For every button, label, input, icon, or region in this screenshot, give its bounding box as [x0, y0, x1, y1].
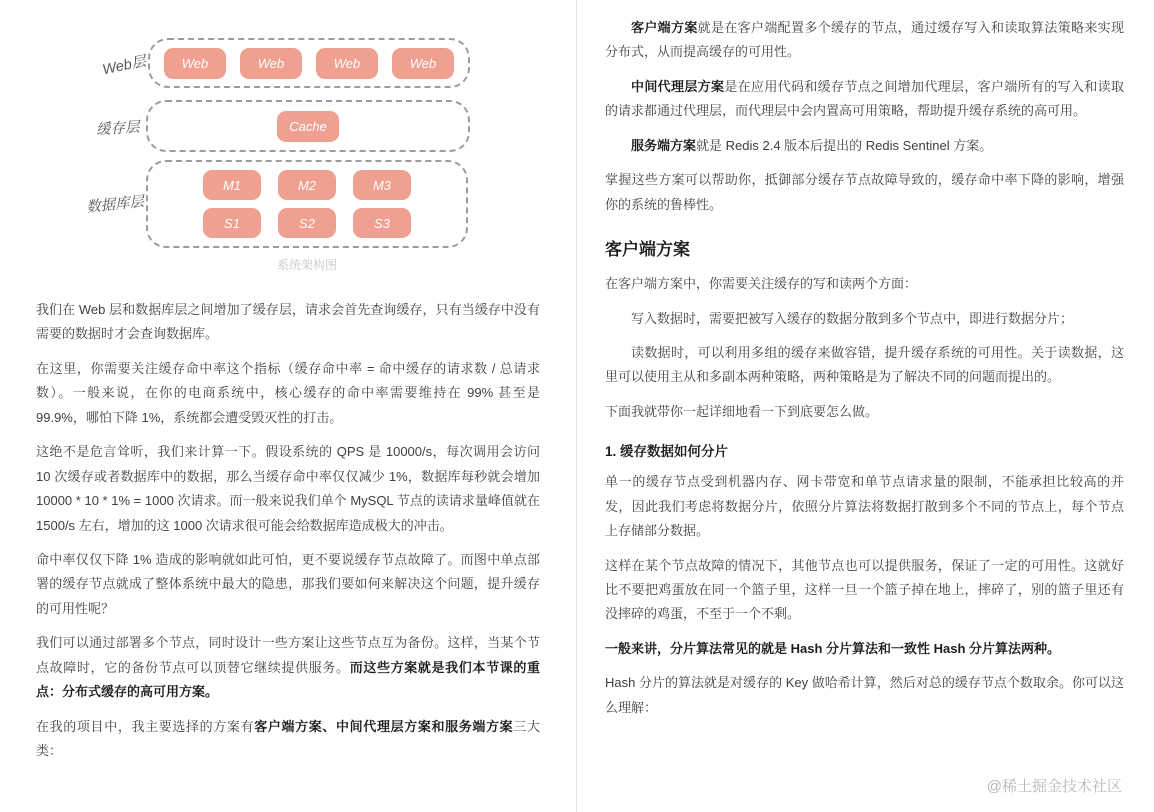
master-node-row: [203, 170, 411, 200]
web-node: Web: [240, 48, 302, 79]
paragraph-proxy-scheme: 中间代理层方案是在应用代码和缓存节点之间增加代理层，客户端所有的写入和读取的请求都通过代理层，而代理层中会内置高可用策略，帮助提升缓存系统的高可用。: [605, 78, 1124, 119]
paragraph: 单一的缓存节点受到机器内存、网卡带宽和单节点请求量的限制，不能承担比较高的并发，因此我们考虑将数据分片，依照分片算法将数据打散到多个不同的节点上，每个节点上存储部分数据。: [605, 474, 1124, 539]
list-item-read: 读数据时，可以利用多组的缓存来做容错，提升缓存系统的可用性。关于读数据，这里可以使用主从和多副本两种策略，两种策略是为了解决不同的问题而提出的。: [605, 344, 1124, 385]
slave-node-row: [203, 208, 411, 238]
section-heading-client: 客户端方案: [605, 240, 690, 260]
web-node: Web: [392, 48, 454, 79]
layer-label-database: 数据库层: [85, 194, 145, 216]
right-column: [577, 0, 1154, 812]
master-node: M1: [203, 170, 261, 200]
database-layer-box: [146, 160, 468, 248]
paragraph: 命中率仅仅下降 1% 造成的影响就如此可怕，更不要说缓存节点故障了。而图中单点部署的缓存节点就成了整体系统中最大的隐患，那我们要如何来解决这个问题，提升缓存的可用性呢？: [36, 551, 540, 616]
cache-layer-box: [146, 100, 470, 152]
paragraph: 这绝不是危言耸听，我们来计算一下。假设系统的 QPS 是 10000/s，每次调用会访问 10 次缓存或者数据库中的数据，那么当缓存命中率仅仅减少 1%，数据库每秒就会增加 10000 * 10 * 1% = 1000 次请求。而一般来说我们单个 MySQL 节点的读请求量峰值就在 1500/s 左右，增加的这 1000 次请求很可能会给数据库造成极大的冲击。: [36, 444, 540, 533]
layer-label-web: Web层: [101, 53, 148, 79]
paragraph: 这样在某个节点故障的情况下，其他节点也可以提供服务，保证了一定的可用性。这就好比不要把鸡蛋放在同一个篮子里，这样一旦一个篮子掉在地上，摔碎了，别的篮子里还有没摔碎的鸡蛋，不至于一个不剩。: [605, 557, 1124, 622]
slave-node: S2: [278, 208, 336, 238]
master-node: M2: [278, 170, 336, 200]
web-node: Web: [316, 48, 378, 79]
paragraph: 我们在 Web 层和数据库层之间增加了缓存层，请求会首先查询缓存，只有当缓存中没有需要的数据时才会查询数据库。: [36, 302, 540, 342]
web-node: Web: [164, 48, 226, 79]
paragraph: Hash 分片的算法就是对缓存的 Key 做哈希计算，然后对总的缓存节点个数取余。你可以这么理解：: [605, 675, 1124, 715]
paragraph: 我们可以通过部署多个节点，同时设计一些方案让这些节点互为备份。这样，当某个节点故障时，它的备份节点可以顶替它继续提供服务。而这些方案就是我们本节课的重点：分布式缓存的高可用方案。: [36, 635, 540, 700]
list-item-write: 写入数据时，需要把被写入缓存的数据分散到多个节点中，即进行数据分片；: [631, 310, 1074, 326]
watermark: @稀土掘金技术社区: [986, 778, 1122, 795]
paragraph-algorithms: 一般来讲，分片算法常见的就是 Hash 分片算法和一致性 Hash 分片算法两种。: [605, 640, 1061, 656]
web-layer-box: [148, 38, 470, 88]
layer-label-cache: 缓存层: [95, 119, 141, 139]
paragraph-client-scheme: 客户端方案就是在客户端配置多个缓存的节点，通过缓存写入和读取算法策略来实现分布式，从而提高缓存的可用性。: [605, 20, 1124, 60]
architecture-diagram: [36, 10, 540, 282]
paragraph-server-scheme: 服务端方案就是 Redis 2.4 版本后提出的 Redis Sentinel 方案。: [631, 137, 993, 153]
paragraph: 在客户端方案中，你需要关注缓存的写和读两个方面：: [605, 276, 918, 292]
slave-node: S3: [353, 208, 411, 238]
paragraph: 在这里，你需要关注缓存命中率这个指标（缓存命中率 = 命中缓存的请求数 / 总请求数）。一般来说，在你的电商系统中，核心缓存的命中率需要维持在 99% 甚至是 99.9%，哪怕下降 1%，系统都会遭受毁灭性的打击。: [36, 360, 540, 425]
master-node: M3: [353, 170, 411, 200]
diagram-caption: 系统架构图: [276, 258, 337, 272]
paragraph: 下面我就带你一起详细地看一下到底要怎么做。: [605, 403, 879, 419]
slave-node: S1: [203, 208, 261, 238]
subheading-sharding: 1. 缓存数据如何分片: [605, 444, 729, 460]
cache-node: Cache: [277, 111, 339, 142]
paragraph: 在我的项目中，我主要选择的方案有客户端方案、中间代理层方案和服务端方案三大类：: [36, 718, 540, 758]
paragraph: 掌握这些方案可以帮助你，抵御部分缓存节点故障导致的，缓存命中率下降的影响，增强你的系统的鲁棒性。: [605, 172, 1124, 212]
